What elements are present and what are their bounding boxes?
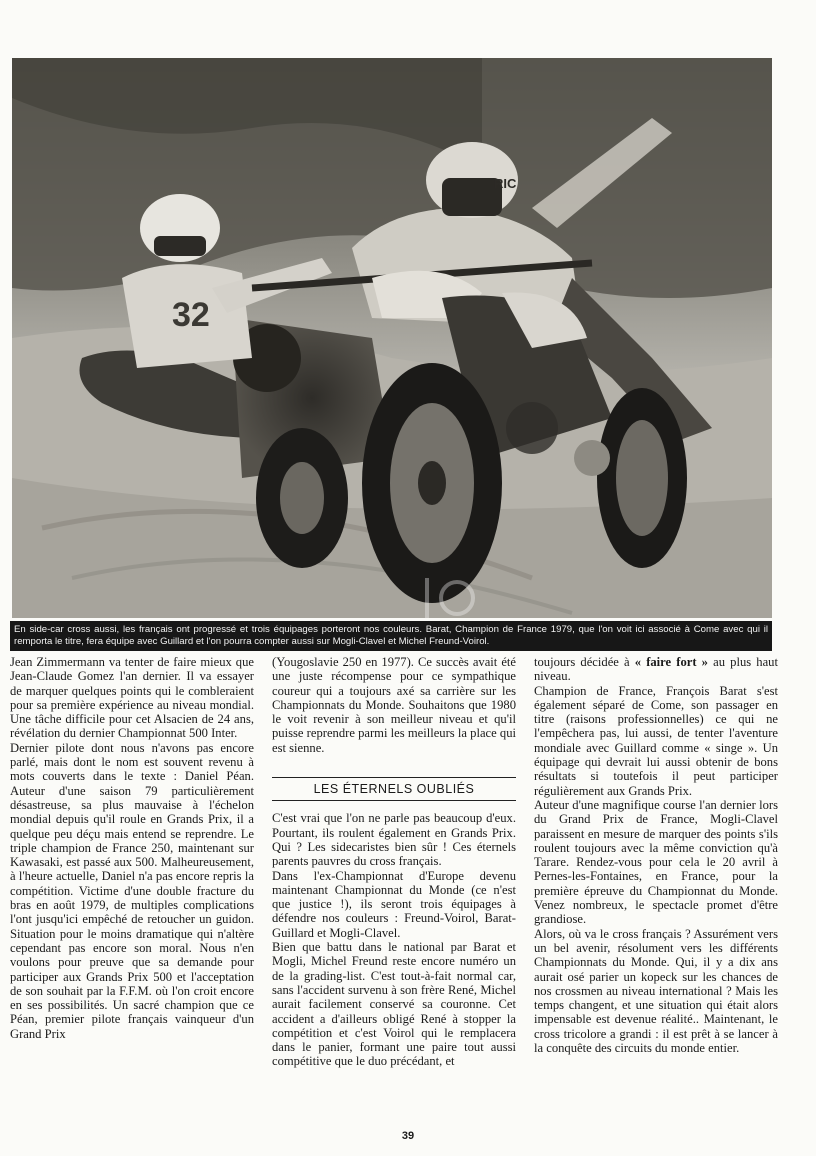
paragraph: Jean Zimmermann va tenter de faire mieux que Jean-Claude Gomez l'an dernier. Il va essayer de marquer quelques points qui le combleraient pour sa première expérience au niveau mondial. Une tâche difficile pour cet Alsacien de 24 ans, révélation du dernier Championnat 500 Inter. <box>10 655 254 741</box>
emphasis-text: « faire fort » <box>634 655 708 669</box>
paragraph: (Yougoslavie 250 en 1977). Ce succès avait été une juste récompense pour ce sympathique coureur qui a toujours axé sa carrière sur les Championnats du Monde. Souhaitons que 1980 le voit revenir à son meilleur niveau et qu'il puisse reprendre parmi les meilleurs la place qui est sienne. <box>272 655 516 755</box>
paragraph-text: au plus haut niveau. <box>534 655 778 684</box>
paragraph: C'est vrai que l'on ne parle pas beaucoup d'eux. Pourtant, ils roulent également en Grands Prix. Qui ? Les sidecaristes bien sûr ! Ces éternels parents pauvres du cross français. <box>272 811 516 869</box>
sidecar-photo <box>12 58 772 618</box>
paragraph <box>534 655 778 684</box>
paragraph: Dernier pilote dont nous n'avons pas encore parlé, mais dont le nom est souvent revenu à mots couverts dans le texte : Daniel Péan. Auteur d'une saison 79 particulièrement désastreuse, sa plus mauvaise à l'échelon mondial depuis qu'il roule en Grands Prix, il a quelque peu déçu mais entend se reprendre. Le triple champion de France 250, maintenant sur Kawasaki, est passé aux 500. Malheureusement, à l'heure actuelle, Daniel n'a pas encore repris la compétition. Victime d'une double fracture du bras en août 1979, de multiples complications l'ont jusqu'ici empêché de retoucher un guidon. Situation pour le moins dramatique qui n'altère cependant pas encore son moral. Nous n'en voulons pour preuve que sa demande pour participer aux Grands Prix 500 et l'acceptation de son souhait par la F.F.M. où l'on croit encore en ses possibilités. Un sacré champion que ce Péan, premier pilote français vainqueur d'un Grand Prix <box>10 740 254 1041</box>
paragraph: Auteur d'une magnifique course l'an dernier lors du Grand Prix de France, Mogli-Clavel paraissent en mesure de marquer des points s'ils roulent toujours avec la même conviction qu'à Tarare. Rendez-vous pour cela le 20 avril à Pernes-les-Fontaines, en France, pour la première épreuve du Championnat du Monde. Venez nombreux, le spectacle promet d'être grandiose. <box>534 797 778 927</box>
article-column-3 <box>534 655 778 1055</box>
paragraph: Alors, où va le cross français ? Assurément vers un bel avenir, résolument vers les différents Championnats du Monde. Qui, il y a dix ans aurait osé parier un kopeck sur les chances de nos crossmen au niveau international ? Mais les temps changent, et une situation qui était alors impensable est devenue réalité.. Maintenant, le cross tricolore a grandi : il est prêt à se lancer à la conquête des circuits du monde entier. <box>534 926 778 1056</box>
article-column-2 <box>272 655 516 1069</box>
paragraph-text: toujours décidée à <box>534 655 635 669</box>
photo-caption: En side-car cross aussi, les français ont progressé et trois équipages porteront nos couleurs. Barat, Champion de France 1979, que l'on voit ici associé à Come avec qui il remporta le titre, fera équipe avec Guillard et l'on pourra compter aussi sur Mogli-Clavel et Michel Freund-Voirol. <box>10 621 772 651</box>
plate-number: 32 <box>172 296 210 334</box>
helmet-text: RIC <box>494 176 517 191</box>
article-column-1 <box>10 655 254 1041</box>
paragraph: Champion de France, François Barat s'est également séparé de Come, son passager en titre (raisons professionnelles) ce qui ne l'empêchera pas, lui aussi, de tenter l'aventure mondiale avec Guillard comme « singe ». Un équipage qui devrait lui aussi obtenir de bons résultats si toutefois il peut participer régulièrement aux Grands Prix. <box>534 683 778 798</box>
paragraph: Dans l'ex-Championnat d'Europe devenu maintenant Championnat du Monde (ce n'est que justice !), ils seront trois équipages à défendre nos couleurs : Freund-Voirol, Barat-Guillard et Mogli-Clavel. <box>272 868 516 940</box>
paragraph: Bien que battu dans le national par Barat et Mogli, Michel Freund reste encore numéro un de la grading-list. C'est tout-à-fait normal car, sans l'accident survenu à son frère René, Michel aurait facilement conservé sa couronne. Cet accident a d'ailleurs obligé René à stopper la compétition et c'est Voirol qui le remplacera dans le panier, formant une paire tout aussi compétitive que le duo précédant, et <box>272 940 516 1069</box>
section-heading: LES ÉTERNELS OUBLIÉS <box>272 777 516 801</box>
page-number: 39 <box>401 1130 415 1142</box>
sidecar-photo-illustration <box>12 58 772 618</box>
